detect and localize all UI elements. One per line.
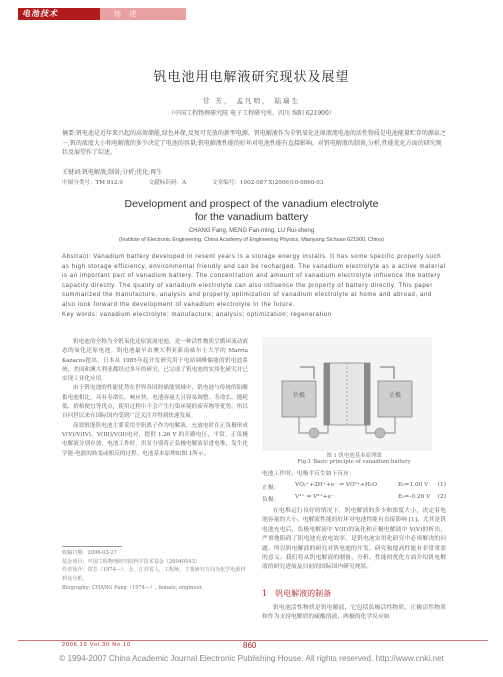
section-label: 综 述 xyxy=(100,8,186,20)
article-number: 文章编号：1002-087 X(2006)10-0860-03 xyxy=(212,180,324,186)
keywords-en: Key words: vanadium electrolyte; manufacture; analysis; optimization; regeneration xyxy=(62,312,332,318)
document-code: 文献标识码：A xyxy=(148,180,187,186)
battery-principle-figure xyxy=(262,337,432,451)
abstract-cn: 摘要:钒电池是近年来兴起的高效储能,绿色环保,反复可充放的新型电源。钒电解液作为全钒氧化还原液流电池的活性物质是电池能量贮存的源泉之一,钒的浓度大小和电解液的多少决定了电池的容量;钒电解液性能的好坏对电池性能有直接影响。对钒电解液的制备,分析,性能优化方面的研究现状及展望作了综述。 xyxy=(62,130,446,156)
affiliation-cn: （中国工程物理研究院 电子工程研究所，四川 绵阳 621900） xyxy=(168,110,335,117)
keywords-cn: 关键词:钒电解液;制备;分析;优化;再生 xyxy=(62,169,163,176)
author-bio-en: Biography: CHANG Fang（1974—）, female, engineer. xyxy=(62,584,203,591)
journal-issue: 2006.10 Vol.30 No.10 xyxy=(62,642,131,648)
footnote xyxy=(62,549,248,593)
section-title: 钒电解液的制备 xyxy=(275,589,332,598)
equation-potential: E₀=-0.26 V xyxy=(398,494,431,500)
journal-brand: 电池技术 xyxy=(18,8,100,20)
electrode-right xyxy=(364,363,370,425)
clc-number: 中图分类号：TM 912.9 xyxy=(62,180,123,186)
received-date: 收稿日期：2006-03-27 xyxy=(62,550,117,556)
tank-right-label: 正极 xyxy=(388,392,402,399)
body-paragraph: 在电堆运行良好的情况下，钒电解液的多少和浓度大小，决定着电池容量的大小。电解液性能的好坏对电池性能有直接影响 [1]。尤其是钒电池充电后，负极电解液中 V(II)的氧化和正极电解液中 V(V)的析出，严重地阻碍了钒电池充放电效率，是钒电池实用化研究中必须解决的问题。所以钒电解液的研究对钒电池的开发、研究和提高性能有非常重要的意义。我们将从钒电解液的制备、分析、性能的优化方面介绍钒电解液的研究进展及目前的国际国内研究现状。 xyxy=(262,508,446,571)
pump-right-icon xyxy=(375,428,385,438)
page-number: 860 xyxy=(243,641,257,650)
affiliation-en: (Institute of Electronic Engineering, China Academy of Engineering Physics, Mianyang Sichuan 621900, China) xyxy=(119,237,384,243)
journal-header xyxy=(18,8,186,20)
catholyte-tank xyxy=(378,381,412,417)
fund-info: 基金项目：中国工程物理研究院科学技术基金（20040543） xyxy=(62,558,200,565)
authors-cn: 常 芳， 孟凡明， 陆瑞生 xyxy=(202,97,301,105)
equation-label: 正极： xyxy=(262,485,280,491)
body-paragraph: 钒电池的全称为全钒氧化还原液流电池，是一种活性物质呈循环流动液态的氧化还原电池。钒电池最早由澳大利亚新南威尔士大学的 Marria Kazacos提出，日本从 1985年起开发研究用于电站调峰储能的钒电池系统，美国和澳大利亚都经过多年的研究，已完成了钒电池的实用化研究并已实现工业化应用。 xyxy=(62,339,248,383)
equation-potential: E₀=1.00 V xyxy=(398,482,429,488)
section-1-body xyxy=(262,604,446,623)
title-cn: 钒电池用电解液研究现状及展望 xyxy=(153,70,350,85)
author-bio-cn: 作者简介：常芳（1974—），女，江苏省人，工程师，主要研究方向为化学电源材料及分析。 xyxy=(62,567,246,583)
tank-left-label: 负极 xyxy=(292,392,306,399)
equation-label: 负极： xyxy=(262,497,280,503)
electrode-left xyxy=(324,363,330,425)
body-paragraph: 钒电池活性物质是钒电解液，它包括负极活性物质、正极活性物质和作为支持电解质的硫酸溶液，两极的化学反应如 xyxy=(262,605,446,621)
figure-caption-en: Fig.1 Basic principle of vanadium battery xyxy=(297,459,411,465)
equation-reaction: VO₂⁺+2H⁺+e⁻ ⇌ VO²⁺+H₂O xyxy=(295,482,377,488)
copyright-line: © 1994-2007 China Academic Journal Electronic Publishing House. All rights reserved. http://www.cnki.net xyxy=(59,654,444,663)
body-right-column xyxy=(262,507,446,573)
equation-number: (2) xyxy=(437,494,446,500)
abstract-en: Abstract: Vanadium battery developed in resent years is a storage energy installs. It has some specific property such as high storage efficiency, environmental friendly and can be recharged. The vanadium electrolyte as a active material is an important part of vanadium battery. The concentration and amount of vanadium electrolyte influence the battery capacity directly. The quality of vanadium electrolyte can also influence the property of battery directly. This paper summarized the manufacture, analysis and property optimization of vanadium electrolyte at home and abroad, and also look forward the development of vanadium electrolyte in the future. xyxy=(62,254,446,308)
footnote-rule xyxy=(62,546,122,547)
title-en-line2: for the vanadium battery xyxy=(194,211,309,223)
reaction-intro: 电池工作时，电极半反生如下反应： xyxy=(262,471,355,477)
equation-number: (1) xyxy=(437,482,446,488)
section-1-heading xyxy=(262,588,331,599)
section-number: 1 xyxy=(262,589,268,598)
body-paragraph: 由于钒电池的性能优势在世界各国的储能领域中，钒电池与传统的铅酸蓄电池相比，具有寿命长、响应快、电池容量大且容易调整、寿命长、能耗低、价格便宜等优点，使用过程中不会产生污染环境的废弃物等优势，所以自问世以来在国际国内受到广泛关注并得到快速发展。 xyxy=(62,385,248,420)
pump-left-icon xyxy=(309,428,319,438)
title-en xyxy=(0,198,503,224)
anolyte-tank xyxy=(282,381,316,417)
classification-cn xyxy=(62,178,446,186)
body-paragraph: 高效钒能钒电池主要采用全钒离子作为电解液，充放电时在正负极形成 V(V)/V(IV)、V(III)/V(II)电对，提供 1.26 V 的开路电压，平常，正负极电解液分别存放，电池工作时，用泵分别将正负极电解液泵进电堆，发生化学能-电能的转变或相反的过程。电池基本原理如图 1所示。 xyxy=(62,422,248,457)
equation-reaction: V²⁺ ⇌ V³⁺+e⁻ xyxy=(295,494,335,500)
figure-caption-cn: 图 1 钒电池基本原理图 xyxy=(326,453,382,459)
authors-en: CHANG Fang, MENG Fan-ming, LU Rui-sheng xyxy=(188,228,315,234)
body-left-column xyxy=(62,338,248,459)
title-en-line1: Development and prospect of the vanadium electrolyte xyxy=(124,198,379,210)
